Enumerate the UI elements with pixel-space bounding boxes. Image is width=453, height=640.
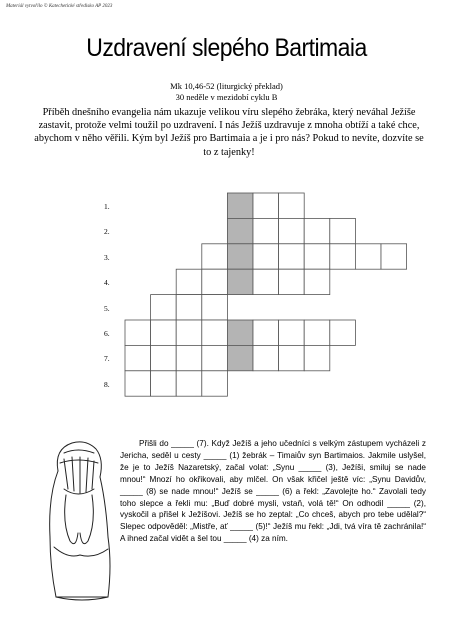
solution-cell[interactable] bbox=[227, 269, 253, 294]
clue-number: 7. bbox=[104, 354, 110, 364]
solution-cell[interactable] bbox=[227, 244, 253, 269]
liturgical-sunday: 30 neděle v mezidobí cyklu B bbox=[175, 92, 278, 102]
story-text bbox=[120, 438, 426, 545]
crossword-cell[interactable] bbox=[202, 371, 228, 396]
crossword-cell[interactable] bbox=[304, 218, 330, 243]
solution-cell[interactable] bbox=[227, 218, 253, 243]
crossword-cell[interactable] bbox=[202, 345, 228, 370]
crossword-cell[interactable] bbox=[330, 244, 356, 269]
crossword-cell[interactable] bbox=[176, 371, 202, 396]
crossword-cell[interactable] bbox=[176, 295, 202, 320]
crossword-cell[interactable] bbox=[304, 320, 330, 345]
crossword-cell[interactable] bbox=[176, 320, 202, 345]
crossword-cell[interactable] bbox=[176, 269, 202, 294]
crossword-cell[interactable] bbox=[279, 218, 305, 243]
crossword-cell[interactable] bbox=[202, 269, 228, 294]
credit-line: Materiál vytvořilo © Katechetické středisko AP 2023 bbox=[6, 4, 113, 9]
praying-woman-illustration bbox=[42, 437, 118, 607]
story-paragraph: Přišli do _____ (7). Když Ježíš a jeho učedníci s velkým zástupem vycházeli z Jericha, seděl u cesty _____ (1) žebrák – Timaiův syn Bartimaios. Jakmile uslyšel, že je to Ježíš Nazaretský, začal volat: „Synu _____ (3), Ježíši, smiluj se nade mnou!“ Mnozí ho okřikovali, aby mlčel. On však křičel ještě víc: „Synu Davidův, _____ (8) se nade mnou!“ Ježíš se _____ (6) a řekl: „Zavolejte ho.“ Zavolali tedy toho slepce a řekli mu: „Buď dobré mysli, vstaň, volá tě!“ On odhodil _____ (2), vyskočil a přišel k Ježíšovi. Ježíš se ho zeptal: „Co chceš, abych pro tebe udělal?“ Slepec odpověděl: „Mistře, ať _____ (5)!“ Ježíš mu řekl: „Jdi, tvá víra tě zachránila!“ A ihned začal vidět a šel tou _____ (4) za ním. bbox=[120, 439, 426, 544]
solution-cell[interactable] bbox=[227, 320, 253, 345]
clue-number: 2. bbox=[104, 227, 110, 237]
crossword-cell[interactable] bbox=[304, 269, 330, 294]
intro-paragraph: Příběh dnešního evangelia nám ukazuje velikou víru slepého žebráka, který neváhal Ježíše zastavit, protože velmi toužil po uzdravení. I nás Ježíš uzdravuje z mnoha obtíží a také chce, abychom v něho věřili. Kým byl Ježíš pro Bartimaia a je i pro nás? Pokud to nevíte, dozvíte se to z tajenky! bbox=[34, 107, 424, 158]
crossword-cell[interactable] bbox=[330, 320, 356, 345]
clue-number: 4. bbox=[104, 278, 110, 288]
crossword-cell[interactable] bbox=[176, 345, 202, 370]
crossword-cell[interactable] bbox=[253, 193, 279, 218]
crossword-cell[interactable] bbox=[253, 345, 279, 370]
crossword-cell[interactable] bbox=[279, 244, 305, 269]
crossword-cell[interactable] bbox=[253, 244, 279, 269]
crossword-cell[interactable] bbox=[279, 345, 305, 370]
crossword-cell[interactable] bbox=[202, 244, 228, 269]
crossword-cell[interactable] bbox=[125, 345, 151, 370]
crossword-cell[interactable] bbox=[253, 218, 279, 243]
clue-number: 3. bbox=[104, 252, 110, 262]
crossword-cell[interactable] bbox=[279, 320, 305, 345]
crossword-cell[interactable] bbox=[125, 320, 151, 345]
crossword-cell[interactable] bbox=[279, 193, 305, 218]
crossword-cell[interactable] bbox=[253, 320, 279, 345]
crossword-cell[interactable] bbox=[253, 269, 279, 294]
crossword-cell[interactable] bbox=[202, 320, 228, 345]
crossword-cell[interactable] bbox=[151, 295, 177, 320]
crossword-cell[interactable] bbox=[381, 244, 407, 269]
reference-line: Mk 10,46-52 (liturgický překlad) bbox=[170, 81, 283, 91]
crossword-cell[interactable] bbox=[304, 345, 330, 370]
clue-number: 6. bbox=[104, 329, 110, 338]
crossword-cell[interactable] bbox=[125, 371, 151, 396]
crossword-cell[interactable] bbox=[151, 345, 177, 370]
solution-cell[interactable] bbox=[227, 193, 253, 218]
crossword-cell[interactable] bbox=[330, 218, 356, 243]
solution-cell[interactable] bbox=[227, 345, 253, 370]
crossword-cell[interactable] bbox=[279, 269, 305, 294]
clue-number: 1. bbox=[104, 202, 110, 211]
crossword-cell[interactable] bbox=[304, 244, 330, 269]
crossword-cell[interactable] bbox=[202, 295, 228, 320]
page-title: Uzdravení slepého Bartimaia bbox=[86, 34, 367, 62]
crossword-cell[interactable] bbox=[151, 371, 177, 396]
crossword-cell[interactable] bbox=[355, 244, 381, 269]
clue-number: 8. bbox=[104, 379, 110, 389]
crossword-cell[interactable] bbox=[151, 320, 177, 345]
clue-number: 5. bbox=[104, 303, 110, 313]
